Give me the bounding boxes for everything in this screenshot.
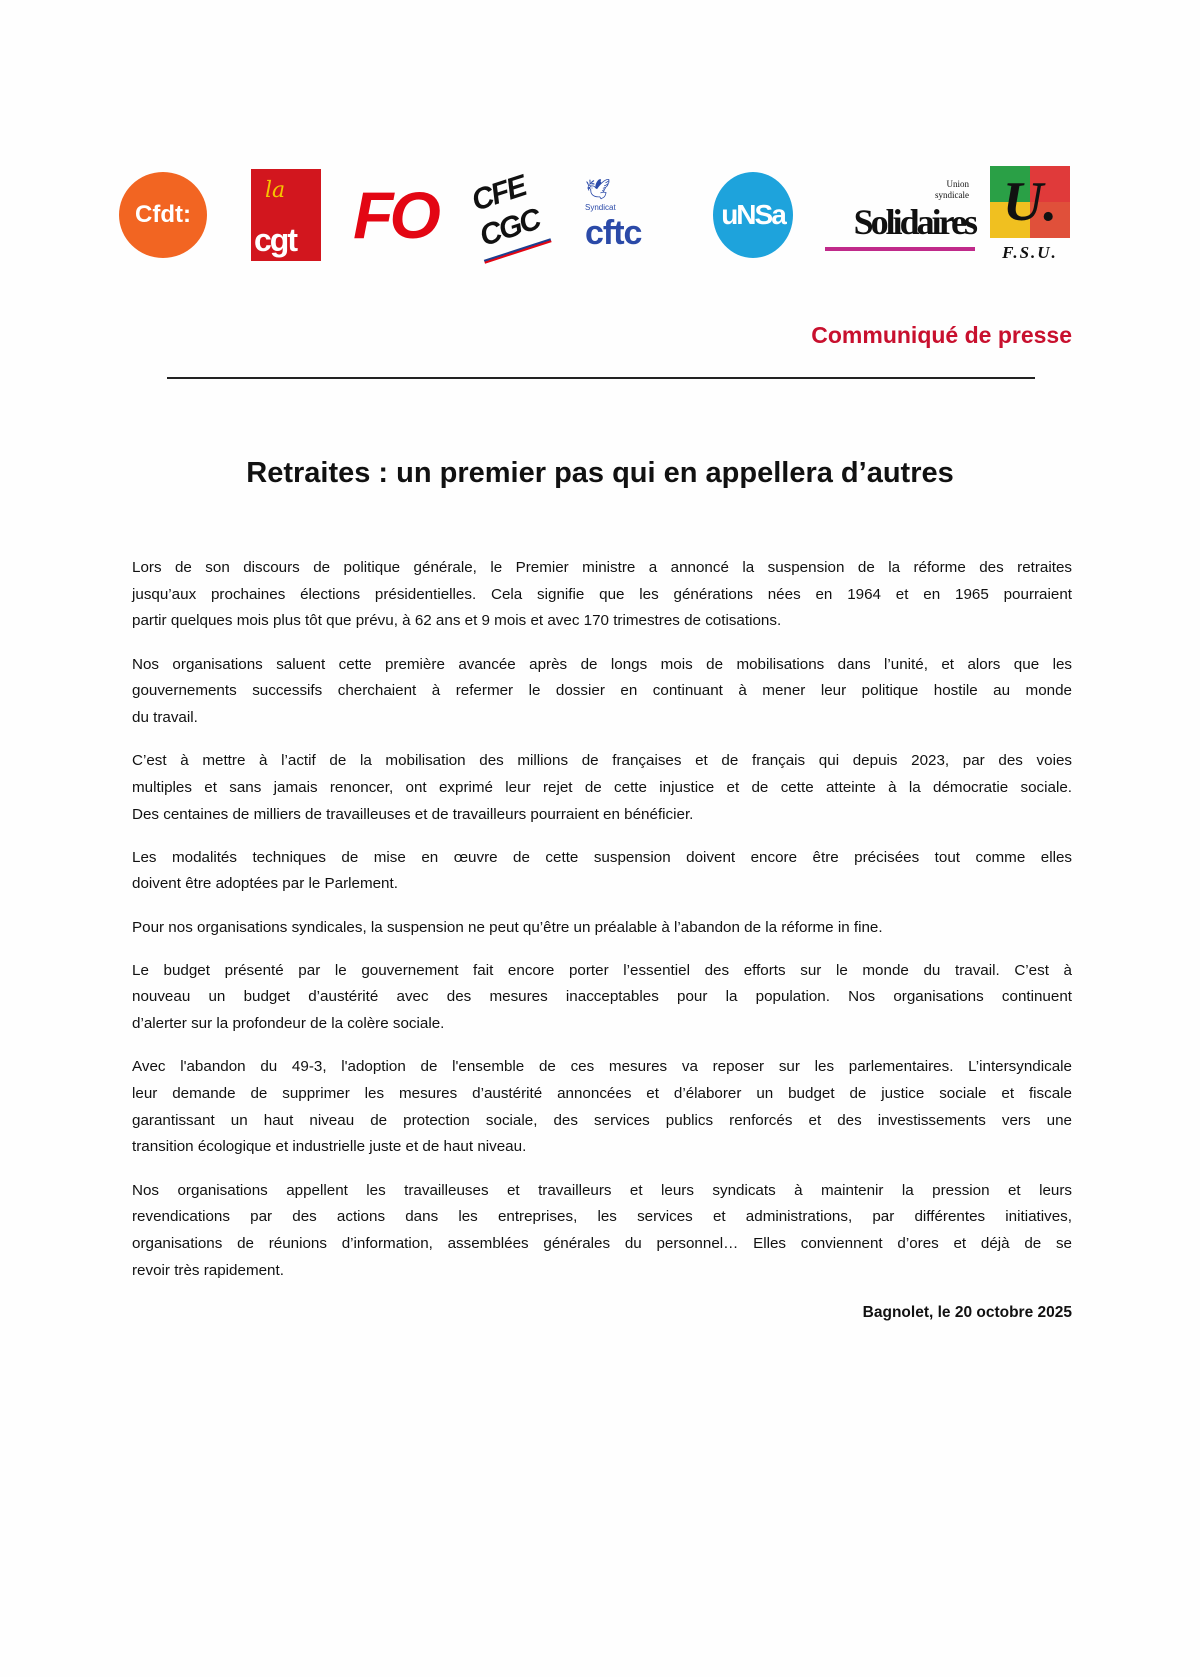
cfdt-logo <box>118 160 208 270</box>
solidaires-logo <box>815 160 975 270</box>
paragraph-line: d’alerter sur la profondeur de la colère sociale. <box>132 1015 445 1033</box>
paragraph-line: jusqu’aux prochaines élections présidentielles. Cela signifie que les générations nées en 1964 et en 1965 pourraient <box>132 585 1072 603</box>
paragraph-line: organisations de réunions d’information, assemblées générales du personnel… Elles conviennent d’ores et déjà de se <box>132 1234 1072 1252</box>
paragraph-line: Les modalités techniques de mise en œuvre de cette suspension doivent encore être précisées tout comme elles <box>132 848 1072 866</box>
cgc-text: CGC <box>475 202 544 253</box>
cgt-logo-text: cgt <box>254 222 296 258</box>
paragraph-line: garantissant un haut niveau de protection sociale, des services publics renforcés et des investissements vers une <box>132 1111 1072 1129</box>
fo-logo <box>350 160 440 270</box>
paragraph-line: Des centaines de milliers de travailleuses et de travailleurs pourraient en bénéficier. <box>132 805 694 823</box>
cftc-logo-text: cftc <box>585 213 642 252</box>
press-release-label: Communiqué de presse <box>811 322 1072 348</box>
paragraph-line: C’est à mettre à l’actif de la mobilisation des millions de françaises et de français qui depuis 2023, par des voies <box>132 752 1072 770</box>
cgt-la-text: la <box>265 178 286 203</box>
fsu-mark: U. <box>1002 171 1058 233</box>
paragraph-line: gouvernements successifs cherchaient à refermer le dossier en continuant à mener leur politique hostile au monde <box>132 682 1072 700</box>
cfdt-logo-text: Cfdt: <box>119 172 207 258</box>
paragraph-line: partir quelques mois plus tôt que prévu, à 62 ans et 9 mois et avec 170 trimestres de cotisations. <box>132 612 782 630</box>
paragraph-line: nouveau un budget d’austérité avec des mesures inacceptables pour la population. Nos organisations continuent <box>132 988 1072 1006</box>
paragraph-line: doivent être adoptées par le Parlement. <box>132 875 398 893</box>
paragraph-line: revendications par des actions dans les entreprises, les services et administrations, par différentes initiatives, <box>132 1208 1072 1226</box>
fsu-logo-text: F.S.U. <box>1002 243 1058 262</box>
paragraph-line: Lors de son discours de politique générale, le Premier ministre a annoncé la suspension de la réforme des retraites <box>132 559 1072 576</box>
paragraph-line: leur demande de supprimer les mesures d’austérité annoncées et d’élaborer un budget de justice sociale et fiscale <box>132 1085 1072 1102</box>
paragraph-line: Nos organisations saluent cette première avancée après de longs mois de mobilisations dans l’unité, et alors que les <box>132 655 1072 673</box>
paragraph <box>132 1178 1072 1285</box>
paragraph <box>132 652 1072 732</box>
solidaires-syndicale-text: syndicale <box>935 190 969 200</box>
paragraph <box>132 1054 1072 1161</box>
union-logos <box>0 160 1200 270</box>
cgt-logo <box>250 160 322 270</box>
paragraph <box>132 915 1072 942</box>
paragraph <box>132 748 1072 828</box>
paragraph-line: Avec l'abandon du 49-3, l'adoption de l'ensemble de ces mesures va reposer sur les parlementaires. L’intersyndicale <box>132 1058 1072 1076</box>
cftc-small-text: Syndicat <box>585 202 616 212</box>
cfe-cgc-logo <box>443 148 567 282</box>
paragraph-line: multiples et sans jamais renoncer, ont exprimé leur rejet de cette injustice et de cette atteinte à la démocratie sociale. <box>132 778 1072 796</box>
paragraph <box>132 555 1072 635</box>
cftc-logo <box>585 160 680 270</box>
paragraph-line: du travail. <box>132 708 198 726</box>
paragraph-line: Pour nos organisations syndicales, la suspension ne peut qu’être un préalable à l’abandon de la réforme in fine. <box>132 918 883 936</box>
unsa-logo-text: uNSa <box>713 172 793 258</box>
paragraph-line: transition écologique et industrielle juste et de haut niveau. <box>132 1138 527 1156</box>
page-title: Retraites : un premier pas qui en appellera d’autres <box>246 457 954 489</box>
solidaires-logo-text: Solidaires <box>853 202 975 242</box>
divider <box>167 377 1035 379</box>
document-body <box>132 555 1072 1325</box>
unsa-logo <box>710 160 796 270</box>
dove-icon: 🕊 <box>585 178 611 201</box>
fo-logo-text: FO <box>353 178 437 252</box>
solidaires-union-text: Union <box>946 179 969 189</box>
signature-place-date: Bagnolet, le 20 octobre 2025 <box>862 1303 1072 1321</box>
paragraph-line: Nos organisations appellent les travailleuses et travailleurs et leurs syndicats à maintenir la pression et leurs <box>132 1181 1072 1199</box>
paragraph <box>132 845 1072 898</box>
fsu-logo <box>985 160 1075 270</box>
paragraph-line: revoir très rapidement. <box>132 1261 284 1279</box>
cfe-text: CFE <box>467 169 530 218</box>
paragraph <box>132 958 1072 1038</box>
paragraph-line: Le budget présenté par le gouvernement fait encore porter l’essentiel des efforts sur le monde du travail. C’est à <box>132 961 1072 979</box>
